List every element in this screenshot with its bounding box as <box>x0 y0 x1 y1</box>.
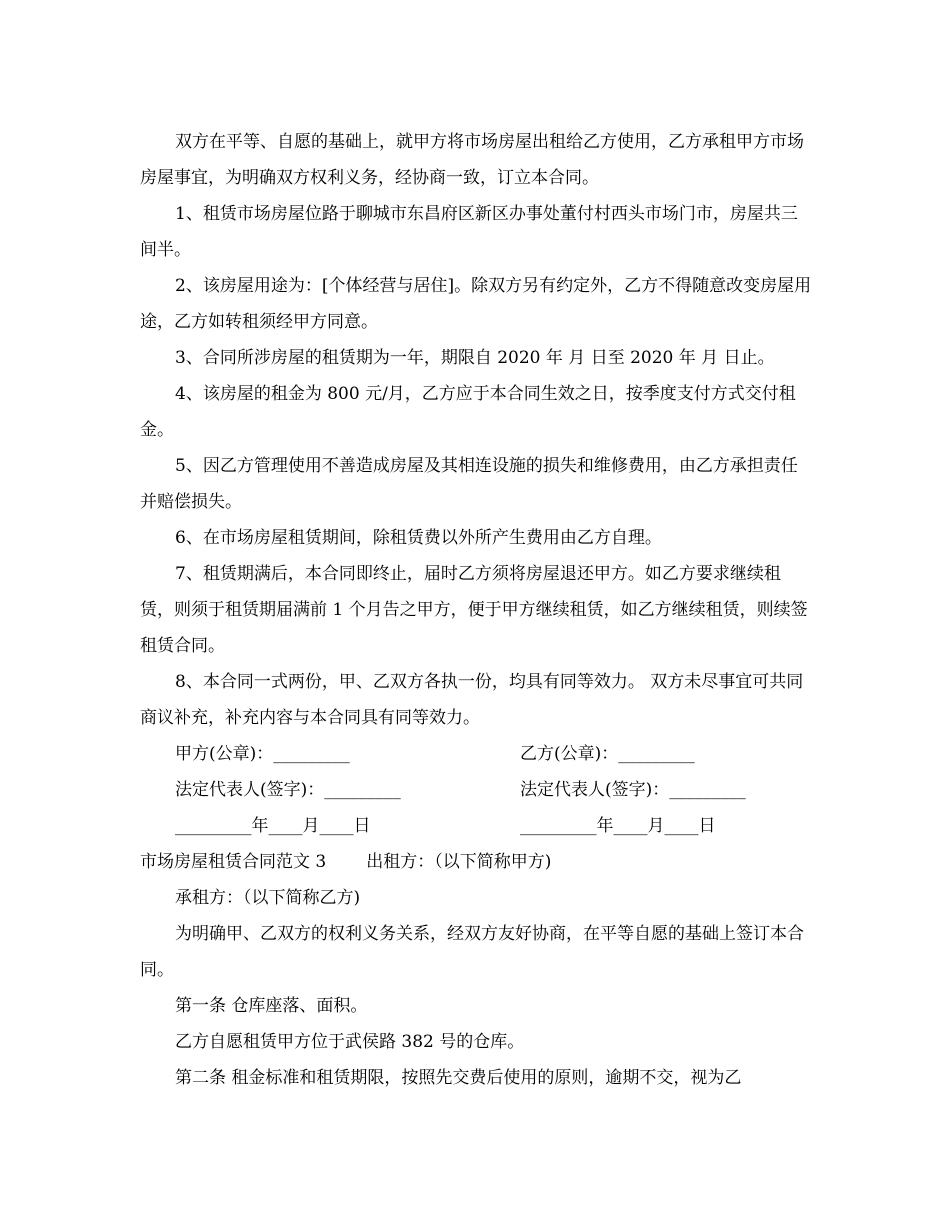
party-a-rep-line: 法定代表人(签字)：_________ <box>175 780 401 800</box>
clause-5: 5、因乙方管理使用不善造成房屋及其相连设施的损失和维修费用，由乙方承担责任并赔偿损失。 <box>140 456 798 512</box>
clause-7: 7、租赁期满后，本合同即终止，届时乙方须将房屋退还甲方。如乙方要求继续租赁，则须于租赁期届满前 1 个月告之甲方，便于甲方继续租赁，如乙方继续租赁，则续签租赁合同。 <box>140 564 808 656</box>
party-b-date-line: _________年____月____日 <box>520 816 716 836</box>
signature-seal-row <box>140 736 812 772</box>
document-body <box>140 124 812 1096</box>
clause-3: 3、合同所涉房屋的租赁期为一年，期限自 2020 年 月 日至 2020 年 月 日止。 <box>175 348 775 368</box>
clause-6: 6、在市场房屋租赁期间，除租赁费以外所产生费用由乙方自理。 <box>175 528 662 548</box>
article-2-text: 第二条 租金标准和租赁期限，按照先交费后使用的原则，逾期不交，视为乙 <box>175 1068 742 1088</box>
article-1-text: 乙方自愿租赁甲方位于武侯路 382 号的仓库。 <box>175 1032 525 1052</box>
party-a-date-line: _________年____月____日 <box>175 816 371 836</box>
clause-4: 4、该房屋的租金为 800 元/月，乙方应于本合同生效之日，按季度支付方式交付租金。 <box>140 384 796 440</box>
clause-1: 1、租赁市场房屋位路于聊城市东昌府区新区办事处董付村西头市场门市，房屋共三间半。 <box>140 204 798 260</box>
party-b-seal-line: 乙方(公章)：_________ <box>520 744 695 764</box>
party-b-rep-line: 法定代表人(签字)：_________ <box>520 780 746 800</box>
signature-rep-row <box>140 772 812 808</box>
purpose-paragraph: 为明确甲、乙双方的权利义务关系，经双方友好协商，在平等自愿的基础上签订本合同。 <box>140 924 804 980</box>
clause-8: 8、本合同一式两份，甲、乙双方各执一份，均具有同等效力。 双方未尽事宜可共同商议补充，补充内容与本合同具有同等效力。 <box>140 672 804 728</box>
article-1-title: 第一条 仓库座落、面积。 <box>175 996 368 1016</box>
intro-paragraph: 双方在平等、自愿的基础上，就甲方将市场房屋出租给乙方使用，乙方承租甲方市场房屋事宜，为明确双方权利义务，经协商一致，订立本合同。 <box>140 132 804 188</box>
lessee-line: 承租方：（以下简称乙方) <box>175 888 361 908</box>
contract3-title: 市场房屋租赁合同范文 3 <box>140 852 327 872</box>
clause-2: 2、该房屋用途为：[个体经营与居住]。除双方另有约定外，乙方不得随意改变房屋用途，乙方如转租须经甲方同意。 <box>140 276 812 332</box>
lessor-line: 出租方：（以下简称甲方) <box>366 852 552 872</box>
party-a-seal-line: 甲方(公章)：_________ <box>175 744 350 764</box>
signature-date-row <box>140 808 812 844</box>
contract3-heading-line <box>140 844 812 880</box>
